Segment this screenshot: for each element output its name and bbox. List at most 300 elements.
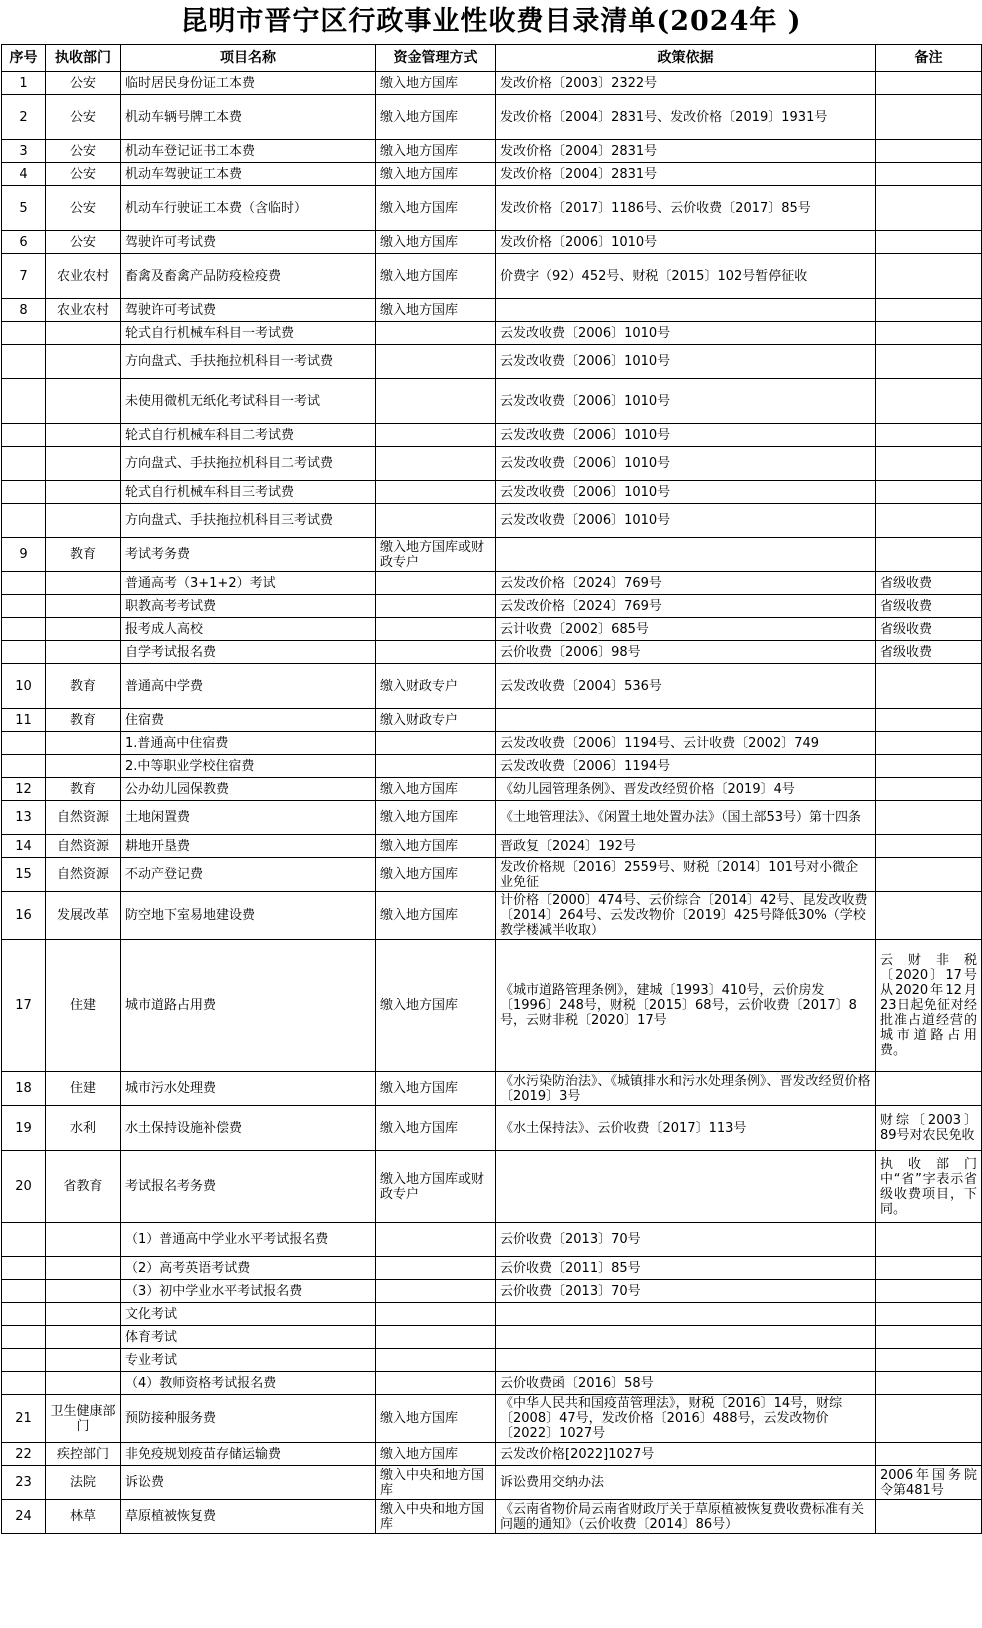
- cell-no: [2, 345, 46, 379]
- cell-note: [876, 481, 982, 504]
- cell-no: 9: [2, 538, 46, 572]
- cell-note: [876, 345, 982, 379]
- cell-policy: 云价收费函〔2016〕58号: [496, 1372, 876, 1395]
- cell-no: [2, 1303, 46, 1326]
- cell-name: 驾驶许可考试费: [121, 231, 376, 254]
- cell-note: 云财非税〔2020〕17号从2020年12月23日起免征对经批准占道经营的城市道路占用费。: [876, 940, 982, 1072]
- table-row: [2, 140, 982, 163]
- cell-policy: 发改价格〔2017〕1186号、云价收费〔2017〕85号: [496, 186, 876, 231]
- table-row: [2, 186, 982, 231]
- cell-name: （1）普通高中学业水平考试报名费: [121, 1223, 376, 1257]
- cell-name: 轮式自行机械车科目二考试费: [121, 424, 376, 447]
- cell-name: 防空地下室易地建设费: [121, 892, 376, 940]
- cell-dept: [46, 618, 121, 641]
- cell-note: [876, 1349, 982, 1372]
- cell-name: 方向盘式、手扶拖拉机科目二考试费: [121, 447, 376, 481]
- cell-no: [2, 595, 46, 618]
- header-name: 项目名称: [121, 45, 376, 72]
- cell-fund: [376, 1303, 496, 1326]
- cell-dept: [46, 595, 121, 618]
- cell-policy: 《城市道路管理条例》，建城〔1993〕410号，云价房发〔1996〕248号，财税〔2015〕68号，云价收费〔2017〕8号，云财非税〔2020〕17号: [496, 940, 876, 1072]
- table-row: [2, 1303, 982, 1326]
- cell-policy: 晋政复〔2024〕192号: [496, 835, 876, 858]
- cell-policy: 云价收费〔2013〕70号: [496, 1280, 876, 1303]
- cell-policy: 《土地管理法》、《闲置土地处置办法》（国土部53号）第十四条: [496, 801, 876, 835]
- cell-note: [876, 254, 982, 299]
- cell-note: [876, 1280, 982, 1303]
- cell-note: [876, 186, 982, 231]
- cell-name: 住宿费: [121, 709, 376, 732]
- cell-policy: 云价收费〔2011〕85号: [496, 1257, 876, 1280]
- cell-no: [2, 572, 46, 595]
- cell-note: [876, 709, 982, 732]
- cell-name: 非免疫规划疫苗存储运输费: [121, 1443, 376, 1466]
- cell-dept: [46, 1280, 121, 1303]
- cell-no: 16: [2, 892, 46, 940]
- cell-policy: [496, 1303, 876, 1326]
- cell-policy: 《水土保持法》、云价收费〔2017〕113号: [496, 1106, 876, 1151]
- cell-dept: [46, 447, 121, 481]
- table-row: [2, 709, 982, 732]
- cell-note: [876, 664, 982, 709]
- cell-no: [2, 641, 46, 664]
- table-row: [2, 538, 982, 572]
- cell-policy: [496, 1151, 876, 1223]
- cell-no: [2, 447, 46, 481]
- cell-policy: [496, 538, 876, 572]
- cell-name: 方向盘式、手扶拖拉机科目一考试费: [121, 345, 376, 379]
- cell-name: 报考成人高校: [121, 618, 376, 641]
- table-row: [2, 641, 982, 664]
- cell-fund: 缴入地方国库: [376, 801, 496, 835]
- table-row: [2, 1072, 982, 1106]
- cell-dept: 公安: [46, 163, 121, 186]
- cell-note: [876, 379, 982, 424]
- cell-name: 方向盘式、手扶拖拉机科目三考试费: [121, 504, 376, 538]
- cell-name: 轮式自行机械车科目一考试费: [121, 322, 376, 345]
- cell-dept: 发展改革: [46, 892, 121, 940]
- cell-note: [876, 95, 982, 140]
- table-row: [2, 572, 982, 595]
- cell-name: 考试考务费: [121, 538, 376, 572]
- cell-dept: 省教育: [46, 1151, 121, 1223]
- cell-fund: [376, 424, 496, 447]
- cell-dept: [46, 504, 121, 538]
- cell-name: 驾驶许可考试费: [121, 299, 376, 322]
- table-row: [2, 858, 982, 892]
- cell-note: [876, 72, 982, 95]
- cell-name: 专业考试: [121, 1349, 376, 1372]
- cell-policy: 《中华人民共和国疫苗管理法》，财税〔2016〕14号，财综〔2008〕47号，发改价格〔2016〕488号，云发改物价〔2022〕1027号: [496, 1395, 876, 1443]
- cell-no: 10: [2, 664, 46, 709]
- cell-dept: [46, 1326, 121, 1349]
- cell-fund: [376, 732, 496, 755]
- table-row: [2, 254, 982, 299]
- cell-note: [876, 1395, 982, 1443]
- cell-name: 未使用微机无纸化考试科目一考试: [121, 379, 376, 424]
- header-dept: 执收部门: [46, 45, 121, 72]
- table-row: [2, 95, 982, 140]
- cell-name: 城市污水处理费: [121, 1072, 376, 1106]
- cell-dept: 教育: [46, 778, 121, 801]
- table-row: [2, 447, 982, 481]
- table-row: [2, 732, 982, 755]
- cell-policy: 发改价格〔2006〕1010号: [496, 231, 876, 254]
- cell-fund: 缴入财政专户: [376, 709, 496, 732]
- cell-note: [876, 140, 982, 163]
- cell-policy: 云发改收费〔2006〕1010号: [496, 481, 876, 504]
- cell-policy: [496, 709, 876, 732]
- cell-no: [2, 1326, 46, 1349]
- cell-dept: [46, 641, 121, 664]
- cell-policy: 云发改价格〔2024〕769号: [496, 595, 876, 618]
- cell-policy: 发改价格〔2004〕2831号、发改价格〔2019〕1931号: [496, 95, 876, 140]
- cell-dept: 林草: [46, 1500, 121, 1534]
- cell-policy: 发改价格〔2004〕2831号: [496, 140, 876, 163]
- cell-dept: 公安: [46, 140, 121, 163]
- cell-note: [876, 1443, 982, 1466]
- cell-note: [876, 538, 982, 572]
- cell-dept: [46, 1223, 121, 1257]
- cell-no: 6: [2, 231, 46, 254]
- cell-policy: 云发改收费〔2004〕536号: [496, 664, 876, 709]
- cell-no: 3: [2, 140, 46, 163]
- cell-note: [876, 778, 982, 801]
- header-fund: 资金管理方式: [376, 45, 496, 72]
- cell-name: （3）初中学业水平考试报名费: [121, 1280, 376, 1303]
- cell-policy: [496, 299, 876, 322]
- cell-note: [876, 801, 982, 835]
- cell-fund: [376, 1223, 496, 1257]
- cell-policy: 云发改收费〔2006〕1010号: [496, 322, 876, 345]
- table-row: [2, 163, 982, 186]
- cell-name: 临时居民身份证工本费: [121, 72, 376, 95]
- cell-name: 不动产登记费: [121, 858, 376, 892]
- table-row: [2, 322, 982, 345]
- cell-policy: 云计收费〔2002〕685号: [496, 618, 876, 641]
- cell-note: [876, 1303, 982, 1326]
- cell-policy: 《云南省物价局云南省财政厅关于草原植被恢复费收费标准有关问题的通知》（云价收费〔2014〕86号）: [496, 1500, 876, 1534]
- table-row: [2, 1151, 982, 1223]
- cell-no: [2, 618, 46, 641]
- cell-note: [876, 835, 982, 858]
- cell-dept: [46, 424, 121, 447]
- cell-note: [876, 424, 982, 447]
- table-row: [2, 504, 982, 538]
- table-row: [2, 1466, 982, 1500]
- table-row: [2, 892, 982, 940]
- cell-name: 耕地开垦费: [121, 835, 376, 858]
- cell-fund: [376, 322, 496, 345]
- cell-dept: [46, 755, 121, 778]
- cell-fund: 缴入财政专户: [376, 664, 496, 709]
- cell-note: [876, 322, 982, 345]
- table-row: [2, 379, 982, 424]
- cell-fund: [376, 755, 496, 778]
- table-header-row: [2, 45, 982, 72]
- cell-dept: 法院: [46, 1466, 121, 1500]
- cell-no: [2, 504, 46, 538]
- cell-policy: [496, 1326, 876, 1349]
- cell-dept: 水利: [46, 1106, 121, 1151]
- cell-name: 机动车辆号牌工本费: [121, 95, 376, 140]
- table-row: [2, 1443, 982, 1466]
- table-row: [2, 424, 982, 447]
- table-row: [2, 345, 982, 379]
- cell-note: [876, 447, 982, 481]
- cell-fund: 缴入地方国库: [376, 254, 496, 299]
- table-row: [2, 1106, 982, 1151]
- cell-name: （4）教师资格考试报名费: [121, 1372, 376, 1395]
- cell-note: [876, 892, 982, 940]
- cell-policy: [496, 1349, 876, 1372]
- table-row: [2, 1223, 982, 1257]
- cell-note: [876, 1223, 982, 1257]
- cell-no: 15: [2, 858, 46, 892]
- cell-name: 自学考试报名费: [121, 641, 376, 664]
- cell-dept: [46, 345, 121, 379]
- cell-fund: [376, 504, 496, 538]
- cell-fund: [376, 572, 496, 595]
- cell-no: 11: [2, 709, 46, 732]
- table-row: [2, 801, 982, 835]
- cell-note: 省级收费: [876, 641, 982, 664]
- cell-policy: 云发改收费〔2006〕1010号: [496, 379, 876, 424]
- cell-no: [2, 424, 46, 447]
- cell-policy: 云发改价格〔2024〕769号: [496, 572, 876, 595]
- cell-no: [2, 1257, 46, 1280]
- cell-dept: [46, 322, 121, 345]
- table-row: [2, 618, 982, 641]
- cell-note: [876, 1326, 982, 1349]
- cell-dept: 自然资源: [46, 835, 121, 858]
- cell-name: 畜禽及畜禽产品防疫检疫费: [121, 254, 376, 299]
- table-row: [2, 595, 982, 618]
- cell-dept: 自然资源: [46, 858, 121, 892]
- cell-fund: 缴入地方国库: [376, 95, 496, 140]
- cell-policy: 《水污染防治法》、《城镇排水和污水处理条例》、晋发改经贸价格〔2019〕3号: [496, 1072, 876, 1106]
- cell-policy: 发改价格〔2003〕2322号: [496, 72, 876, 95]
- cell-name: 城市道路占用费: [121, 940, 376, 1072]
- cell-no: 7: [2, 254, 46, 299]
- cell-note: [876, 1372, 982, 1395]
- cell-fund: [376, 1372, 496, 1395]
- cell-no: 17: [2, 940, 46, 1072]
- cell-dept: 疾控部门: [46, 1443, 121, 1466]
- cell-fund: 缴入地方国库: [376, 1443, 496, 1466]
- cell-no: [2, 322, 46, 345]
- cell-fund: [376, 481, 496, 504]
- cell-dept: [46, 572, 121, 595]
- cell-dept: [46, 1372, 121, 1395]
- cell-no: [2, 1280, 46, 1303]
- cell-policy: 云发改价格[2022]1027号: [496, 1443, 876, 1466]
- cell-note: [876, 755, 982, 778]
- cell-note: 执收部门中“省”字表示省级收费项目，下同。: [876, 1151, 982, 1223]
- cell-note: [876, 1072, 982, 1106]
- table-row: [2, 835, 982, 858]
- cell-policy: 诉讼费用交纳办法: [496, 1466, 876, 1500]
- cell-dept: 公安: [46, 72, 121, 95]
- cell-no: 4: [2, 163, 46, 186]
- cell-no: [2, 755, 46, 778]
- cell-fund: 缴入地方国库: [376, 163, 496, 186]
- cell-fund: [376, 595, 496, 618]
- cell-name: 轮式自行机械车科目三考试费: [121, 481, 376, 504]
- cell-fund: 缴入地方国库: [376, 1106, 496, 1151]
- cell-fund: 缴入地方国库: [376, 892, 496, 940]
- cell-policy: 发改价格〔2004〕2831号: [496, 163, 876, 186]
- cell-name: 体育考试: [121, 1326, 376, 1349]
- cell-fund: 缴入地方国库: [376, 778, 496, 801]
- cell-no: 13: [2, 801, 46, 835]
- cell-policy: 云发改收费〔2006〕1010号: [496, 345, 876, 379]
- cell-fund: [376, 618, 496, 641]
- cell-note: [876, 1500, 982, 1534]
- cell-dept: 住建: [46, 940, 121, 1072]
- cell-note: 省级收费: [876, 572, 982, 595]
- cell-name: 土地闲置费: [121, 801, 376, 835]
- cell-policy: 云发改收费〔2006〕1010号: [496, 504, 876, 538]
- cell-policy: 云价收费〔2006〕98号: [496, 641, 876, 664]
- table-row: [2, 481, 982, 504]
- cell-fund: 缴入地方国库: [376, 940, 496, 1072]
- cell-note: 财综〔2003〕89号对农民免收: [876, 1106, 982, 1151]
- cell-fund: [376, 1280, 496, 1303]
- cell-no: 24: [2, 1500, 46, 1534]
- cell-no: 12: [2, 778, 46, 801]
- cell-name: 机动车行驶证工本费（含临时）: [121, 186, 376, 231]
- cell-fund: [376, 641, 496, 664]
- table-row: [2, 940, 982, 1072]
- cell-fund: [376, 447, 496, 481]
- fee-table: [1, 44, 982, 1534]
- cell-no: 8: [2, 299, 46, 322]
- cell-note: [876, 732, 982, 755]
- cell-fund: 缴入地方国库: [376, 140, 496, 163]
- cell-name: 草原植被恢复费: [121, 1500, 376, 1534]
- cell-dept: 教育: [46, 709, 121, 732]
- table-row: [2, 755, 982, 778]
- cell-fund: 缴入地方国库: [376, 835, 496, 858]
- cell-fund: [376, 1257, 496, 1280]
- cell-name: 公办幼儿园保教费: [121, 778, 376, 801]
- cell-dept: 教育: [46, 664, 121, 709]
- cell-name: 普通高考（3+1+2）考试: [121, 572, 376, 595]
- cell-policy: 云价收费〔2013〕70号: [496, 1223, 876, 1257]
- cell-note: 2006年国务院令第481号: [876, 1466, 982, 1500]
- cell-dept: 公安: [46, 231, 121, 254]
- table-row: [2, 72, 982, 95]
- cell-name: （2）高考英语考试费: [121, 1257, 376, 1280]
- cell-policy: 云发改收费〔2006〕1194号、云计收费〔2002〕749: [496, 732, 876, 755]
- cell-note: [876, 504, 982, 538]
- cell-note: [876, 299, 982, 322]
- cell-dept: 自然资源: [46, 801, 121, 835]
- cell-no: 20: [2, 1151, 46, 1223]
- cell-name: 诉讼费: [121, 1466, 376, 1500]
- cell-fund: 缴入中央和地方国库: [376, 1466, 496, 1500]
- cell-policy: 计价格〔2000〕474号、云价综合〔2014〕42号、昆发改收费〔2014〕264号、云发改物价〔2019〕425号降低30%（学校教学楼减半收取）: [496, 892, 876, 940]
- cell-no: [2, 379, 46, 424]
- cell-name: 水土保持设施补偿费: [121, 1106, 376, 1151]
- cell-fund: 缴入地方国库: [376, 299, 496, 322]
- cell-note: [876, 231, 982, 254]
- cell-dept: [46, 1349, 121, 1372]
- cell-fund: 缴入地方国库: [376, 1395, 496, 1443]
- cell-fund: 缴入地方国库: [376, 1072, 496, 1106]
- cell-no: [2, 1223, 46, 1257]
- cell-name: 普通高中学费: [121, 664, 376, 709]
- cell-dept: 教育: [46, 538, 121, 572]
- table-row: [2, 299, 982, 322]
- cell-name: 考试报名考务费: [121, 1151, 376, 1223]
- cell-no: [2, 1372, 46, 1395]
- cell-name: 机动车驾驶证工本费: [121, 163, 376, 186]
- table-row: [2, 1349, 982, 1372]
- cell-fund: 缴入中央和地方国库: [376, 1500, 496, 1534]
- cell-name: 机动车登记证书工本费: [121, 140, 376, 163]
- header-note: 备注: [876, 45, 982, 72]
- cell-note: [876, 163, 982, 186]
- table-row: [2, 1280, 982, 1303]
- cell-dept: 农业农村: [46, 254, 121, 299]
- cell-no: 22: [2, 1443, 46, 1466]
- cell-policy: 《幼儿园管理条例》、晋发改经贸价格〔2019〕4号: [496, 778, 876, 801]
- cell-dept: [46, 379, 121, 424]
- page-title: 昆明市晋宁区行政事业性收费目录清单(2024年 ): [180, 6, 802, 37]
- cell-policy: 云发改收费〔2006〕1010号: [496, 447, 876, 481]
- cell-policy: 云发改收费〔2006〕1194号: [496, 755, 876, 778]
- table-row: [2, 1257, 982, 1280]
- cell-name: 文化考试: [121, 1303, 376, 1326]
- table-row: [2, 1372, 982, 1395]
- cell-dept: 农业农村: [46, 299, 121, 322]
- cell-dept: 公安: [46, 95, 121, 140]
- cell-note: [876, 858, 982, 892]
- cell-no: 14: [2, 835, 46, 858]
- table-row: [2, 778, 982, 801]
- cell-no: [2, 1349, 46, 1372]
- cell-fund: 缴入地方国库: [376, 186, 496, 231]
- cell-note: 省级收费: [876, 618, 982, 641]
- cell-note: [876, 1257, 982, 1280]
- cell-policy: 发改价格规〔2016〕2559号、财税〔2014〕101号对小微企业免征: [496, 858, 876, 892]
- cell-dept: [46, 481, 121, 504]
- cell-name: 2.中等职业学校住宿费: [121, 755, 376, 778]
- cell-no: [2, 481, 46, 504]
- cell-name: 职教高考考试费: [121, 595, 376, 618]
- table-row: [2, 1500, 982, 1534]
- cell-fund: 缴入地方国库: [376, 231, 496, 254]
- cell-fund: [376, 1326, 496, 1349]
- cell-no: 2: [2, 95, 46, 140]
- cell-dept: [46, 732, 121, 755]
- cell-no: 18: [2, 1072, 46, 1106]
- cell-no: 21: [2, 1395, 46, 1443]
- cell-no: 1: [2, 72, 46, 95]
- cell-no: 5: [2, 186, 46, 231]
- cell-name: 1.普通高中住宿费: [121, 732, 376, 755]
- cell-policy: 云发改收费〔2006〕1010号: [496, 424, 876, 447]
- table-row: [2, 664, 982, 709]
- cell-fund: 缴入地方国库或财政专户: [376, 538, 496, 572]
- cell-fund: [376, 345, 496, 379]
- cell-dept: [46, 1257, 121, 1280]
- cell-note: 省级收费: [876, 595, 982, 618]
- cell-fund: [376, 1349, 496, 1372]
- cell-fund: 缴入地方国库或财政专户: [376, 1151, 496, 1223]
